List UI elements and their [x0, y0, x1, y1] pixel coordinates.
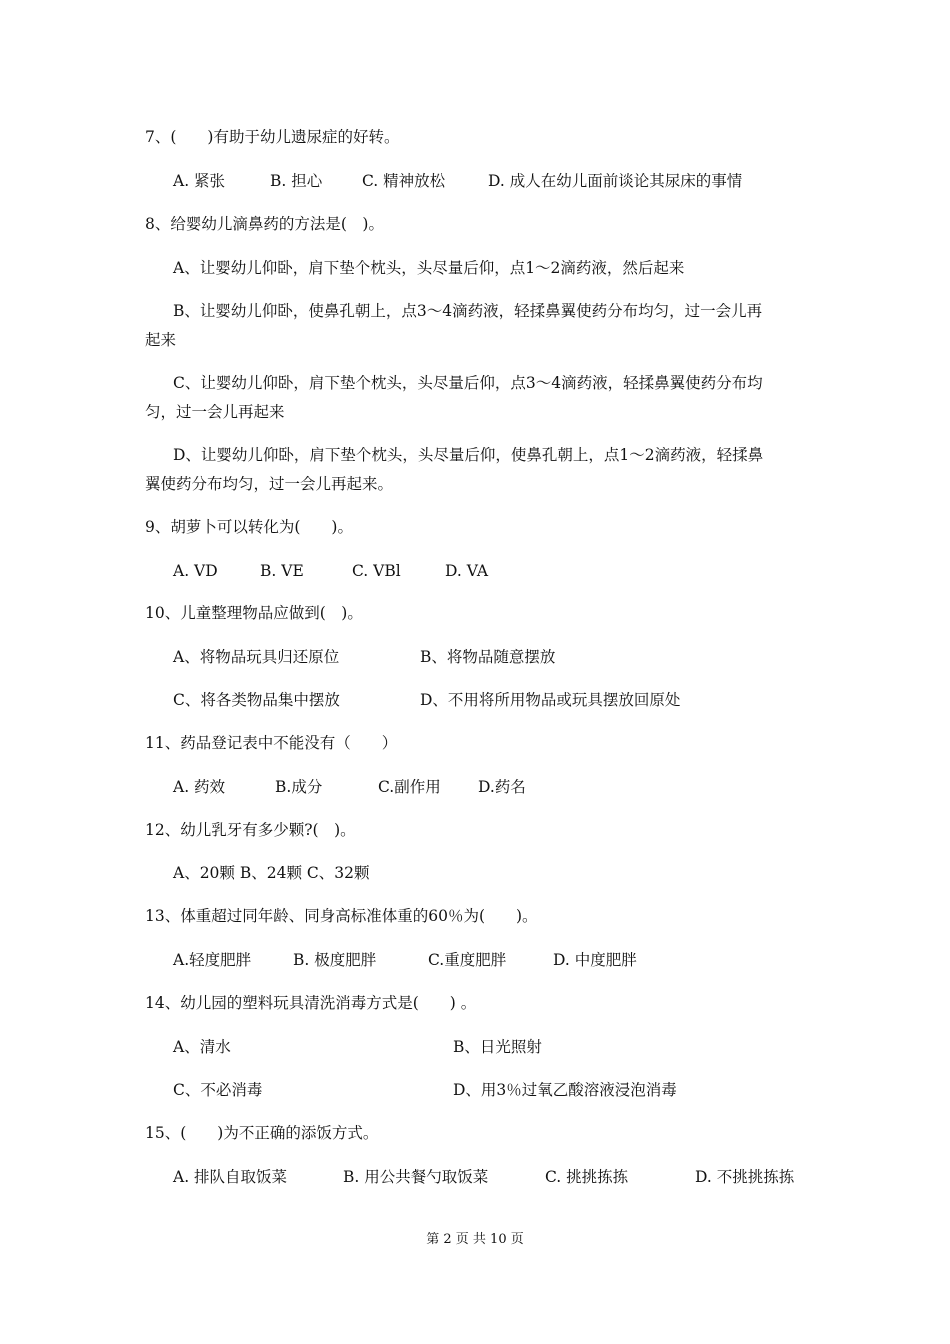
option-11c: C.副作用: [378, 778, 441, 796]
option-10a: A、将物品玩具归还原位: [173, 648, 340, 666]
option-15d: D. 不挑挑拣拣: [695, 1168, 795, 1186]
option-8a: A、让婴幼儿仰卧，肩下垫个枕头，头尽量后仰，点1～2滴药液，然后起来: [173, 259, 685, 277]
question-10: 10、儿童整理物品应做到( )。: [145, 604, 363, 622]
option-11b: B.成分: [275, 778, 323, 796]
option-8c-line2: 匀，过一会儿再起来: [145, 403, 285, 421]
option-15c: C. 挑挑拣拣: [545, 1168, 629, 1186]
option-7d: D. 成人在幼儿面前谈论其尿床的事情: [488, 172, 743, 190]
option-10b: B、将物品随意摆放: [420, 648, 556, 666]
option-9c: C. VBl: [352, 562, 401, 580]
option-9b: B. VE: [260, 562, 304, 580]
option-10d: D、不用将所用物品或玩具摆放回原处: [420, 691, 681, 709]
question-12: 12、幼儿乳牙有多少颗?( )。: [145, 821, 356, 839]
option-14c: C、不必消毒: [173, 1081, 263, 1099]
question-13: 13、体重超过同年龄、同身高标准体重的60％为( )。: [145, 907, 538, 925]
option-13b: B. 极度肥胖: [293, 951, 377, 969]
option-12: A、20颗 B、24颗 C、32颗: [173, 864, 370, 882]
option-8c-line1: C、让婴幼儿仰卧，肩下垫个枕头，头尽量后仰，点3～4滴药液，轻揉鼻翼使药分布均: [173, 374, 763, 392]
option-8d-line2: 翼使药分布均匀，过一会儿再起来。: [145, 475, 394, 493]
option-8b-line2: 起来: [145, 331, 177, 349]
option-8d-line1: D、让婴幼儿仰卧，肩下垫个枕头，头尽量后仰，使鼻孔朝上，点1～2滴药液，轻揉鼻: [173, 446, 764, 464]
option-11d: D.药名: [478, 778, 526, 796]
question-11: 11、药品登记表中不能没有（ ）: [145, 734, 398, 752]
option-14b: B、日光照射: [453, 1038, 542, 1056]
page-footer: 第 2 页 共 10 页: [426, 1232, 524, 1247]
option-13a: A.轻度肥胖: [173, 951, 252, 969]
option-9d: D. VA: [445, 562, 489, 580]
option-14a: A、清水: [173, 1038, 231, 1056]
question-15: 15、( )为不正确的添饭方式。: [145, 1124, 379, 1142]
option-7b: B. 担心: [270, 172, 323, 190]
option-15a: A. 排队自取饭菜: [173, 1168, 288, 1186]
option-10c: C、将各类物品集中摆放: [173, 691, 340, 709]
option-15b: B. 用公共餐勺取饭菜: [343, 1168, 489, 1186]
question-9: 9、胡萝卜可以转化为( )。: [145, 518, 353, 536]
option-9a: A. VD: [173, 562, 218, 580]
question-8: 8、给婴幼儿滴鼻药的方法是( )。: [145, 215, 384, 233]
option-7c: C. 精神放松: [362, 172, 446, 190]
option-11a: A. 药效: [173, 778, 226, 796]
question-7: 7、( )有助于幼儿遗尿症的好转。: [145, 128, 400, 146]
option-13d: D. 中度肥胖: [553, 951, 637, 969]
question-14: 14、幼儿园的塑料玩具清洗消毒方式是( ) 。: [145, 994, 477, 1012]
option-7a: A. 紧张: [173, 172, 226, 190]
option-14d: D、用3％过氧乙酸溶液浸泡消毒: [453, 1081, 677, 1099]
option-8b-line1: B、让婴幼儿仰卧，使鼻孔朝上，点3～4滴药液，轻揉鼻翼使药分布均匀，过一会儿再: [173, 302, 763, 320]
option-13c: C.重度肥胖: [428, 951, 507, 969]
